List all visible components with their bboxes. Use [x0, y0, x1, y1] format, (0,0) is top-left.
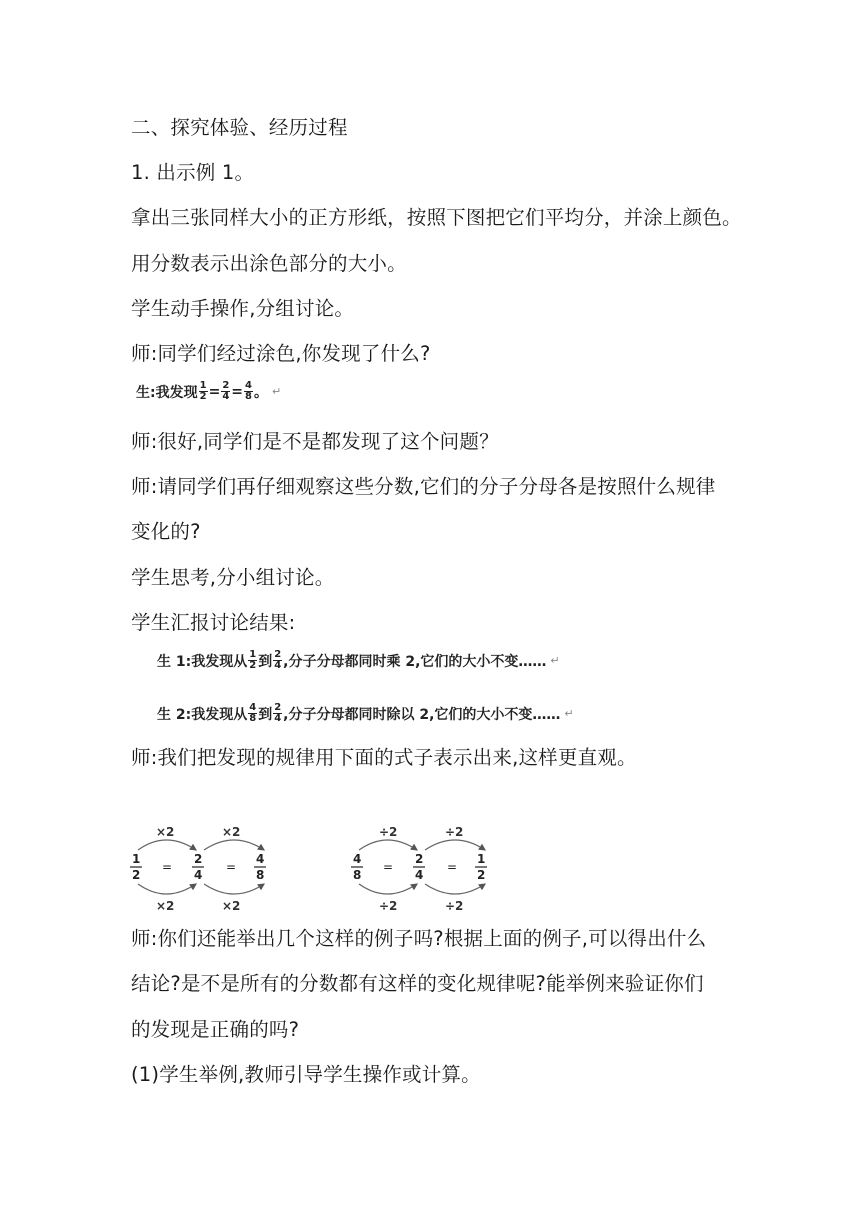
top-arc-1	[359, 840, 417, 850]
snippet1-fraction-3	[244, 381, 253, 402]
fraction-3-denominator: 2	[477, 868, 486, 882]
snippet1-fraction-2-denominator: 4	[222, 391, 230, 402]
snippet1-fraction-1-denominator: 2	[199, 391, 207, 402]
snippet1-fraction-3-numerator: 4	[245, 380, 252, 391]
teacher-question-1: 师:同学们经过涂色,你发现了什么?	[131, 342, 431, 365]
teacher-question-4-line-2: 结论?是不是所有的分数都有这样的变化规律呢?能举例来验证你们	[131, 972, 704, 995]
snippet3-from-numerator: 4	[249, 702, 257, 713]
top-arc-1	[138, 840, 196, 850]
multiply-rule-diagram	[124, 822, 284, 912]
step-title: 1. 出示例 1。	[131, 161, 255, 184]
snippet1-suffix: 。	[253, 384, 268, 401]
top-label-2: ÷2	[445, 825, 464, 839]
snippet2-from-fraction	[248, 650, 257, 671]
top-label-1: ÷2	[379, 825, 398, 839]
task-paragraph-line-1: 拿出三张同样大小的正方形纸，按照下图把它们平均分，并涂上颜色。	[131, 206, 742, 229]
fraction-1-denominator: 2	[132, 868, 141, 882]
top-label-2: ×2	[222, 825, 241, 839]
student-answer-snippet-1	[136, 381, 281, 402]
snippet2-from-numerator: 1	[249, 649, 257, 660]
fraction-2-denominator: 4	[194, 868, 203, 882]
bottom-label-2: ÷2	[445, 899, 464, 912]
equals-2: =	[447, 860, 458, 874]
equals-1: =	[162, 860, 173, 874]
snippet3-suffix: ,分子分母都同时除以 2,它们的大小不变……	[283, 706, 561, 723]
snippet1-fraction-3-denominator: 8	[245, 391, 252, 402]
fraction-2-numerator: 2	[415, 852, 424, 866]
teacher-question-4-line-3: 的发现是正确的吗?	[131, 1018, 300, 1041]
fraction-1-numerator: 1	[132, 852, 141, 866]
student-answer-snippet-3	[157, 703, 574, 724]
top-label-1: ×2	[156, 825, 175, 839]
top-arc-2	[425, 840, 485, 850]
fraction-3-numerator: 4	[256, 852, 265, 866]
teacher-show-paragraph: 师:我们把发现的规律用下面的式子表示出来,这样更直观。	[131, 746, 637, 769]
snippet1-fraction-1	[199, 381, 208, 402]
students-operate-paragraph: 学生动手操作,分组讨论。	[131, 297, 355, 320]
snippet1-equals-2: =	[231, 383, 244, 400]
snippet3-from-denominator: 8	[249, 713, 257, 724]
return-mark-icon: ↵	[550, 654, 560, 667]
snippet2-suffix: ,分子分母都同时乘 2,它们的大小不变……	[283, 653, 547, 670]
students-report-paragraph: 学生汇报讨论结果:	[131, 611, 296, 634]
snippet3-to-denominator: 4	[274, 713, 282, 724]
divide-rule-diagram	[345, 822, 505, 912]
snippet3-prefix: 生 2:我发现从	[157, 706, 248, 723]
students-think-paragraph: 学生思考,分小组讨论。	[131, 566, 335, 589]
bottom-label-1: ×2	[156, 899, 175, 912]
snippet1-fraction-2-numerator: 2	[222, 380, 230, 391]
fraction-3-denominator: 8	[256, 868, 265, 882]
teacher-question-3-line-1: 师:请同学们再仔细观察这些分数,它们的分子分母各是按照什么规律	[131, 475, 716, 498]
bottom-label-2: ×2	[222, 899, 241, 912]
bottom-arc-2	[204, 884, 264, 894]
snippet2-from-denominator: 2	[249, 660, 257, 671]
teacher-question-2: 师:很好,同学们是不是都发现了这个问题？	[131, 430, 499, 453]
fraction-3-numerator: 1	[477, 852, 486, 866]
snippet2-to-fraction	[273, 650, 282, 671]
fraction-2-numerator: 2	[194, 852, 203, 866]
top-arc-2	[204, 840, 264, 850]
teacher-question-3-line-2: 变化的?	[131, 520, 201, 543]
snippet2-to-numerator: 2	[274, 649, 282, 660]
snippet1-fraction-2	[221, 381, 230, 402]
bottom-arc-1	[359, 884, 417, 894]
snippet2-to-denominator: 4	[274, 660, 282, 671]
bottom-arc-1	[138, 884, 196, 894]
snippet3-mid: 到	[258, 706, 273, 723]
fraction-1-numerator: 4	[353, 852, 362, 866]
return-mark-icon: ↵	[564, 707, 574, 720]
bottom-arc-2	[425, 884, 485, 894]
snippet3-to-numerator: 2	[274, 702, 282, 713]
bottom-label-1: ÷2	[379, 899, 398, 912]
snippet3-from-fraction	[248, 703, 257, 724]
snippet1-equals-1: =	[208, 383, 221, 400]
snippet1-prefix: 生:我发现	[136, 384, 198, 401]
task-paragraph-line-2: 用分数表示出涂色部分的大小。	[131, 252, 407, 275]
teacher-question-4-line-1: 师:你们还能举出几个这样的例子吗?根据上面的例子,可以得出什么	[131, 927, 707, 950]
equals-2: =	[226, 860, 237, 874]
list-item-1: (1)学生举例,教师引导学生操作或计算。	[131, 1063, 481, 1086]
equals-1: =	[383, 860, 394, 874]
snippet2-prefix: 生 1:我发现从	[157, 653, 248, 670]
return-mark-icon: ↵	[271, 385, 282, 398]
section-heading: 二、探究体验、经历过程	[131, 116, 348, 139]
fraction-2-denominator: 4	[415, 868, 424, 882]
snippet2-mid: 到	[258, 653, 273, 670]
snippet1-fraction-1-numerator: 1	[199, 380, 207, 391]
student-answer-snippet-2	[157, 650, 560, 671]
fraction-1-denominator: 8	[353, 868, 362, 882]
snippet3-to-fraction	[273, 703, 282, 724]
